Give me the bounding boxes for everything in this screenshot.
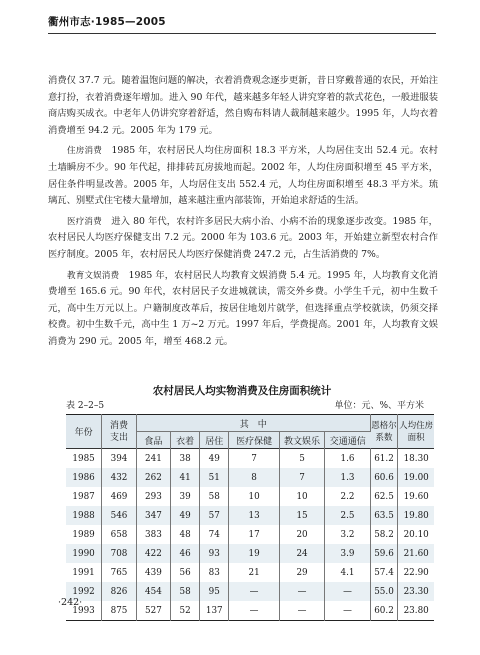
cell-clothing: 38 xyxy=(171,449,200,469)
table-row xyxy=(66,601,434,621)
header-area: 人均住房面积 xyxy=(399,420,434,443)
cell-year: 1985 xyxy=(66,449,102,469)
cell-year: 1991 xyxy=(66,563,102,582)
header-transport: 交通通信 xyxy=(329,436,366,447)
cell-area: 18.30 xyxy=(403,453,429,464)
cell-education: — xyxy=(279,582,324,601)
cell-housing: 93 xyxy=(200,544,229,563)
cell-housing: 57 xyxy=(200,506,229,525)
cell-food: 454 xyxy=(136,582,170,601)
cell-food: 241 xyxy=(136,449,170,469)
cell-spending: 708 xyxy=(102,544,137,563)
header-housing: 居住 xyxy=(200,432,229,449)
cell-engel: 57.4 xyxy=(370,563,398,582)
header-education: 教文娱乐 xyxy=(279,432,324,449)
cell-engel: 61.2 xyxy=(370,449,398,469)
cell-transport: 4.1 xyxy=(325,563,370,582)
cell-education: 29 xyxy=(279,563,324,582)
cell-education: 10 xyxy=(279,487,324,506)
cell-transport: — xyxy=(325,582,370,601)
paragraph-clothing: 消费仅 37.7 元。随着温饱问题的解决，衣着消费观念逐步更新，昔日穿戴普通的农民，开始注意打扮，衣着消费逐年增加。进入 90 年代，越来越多年轻人讲究穿着的款式花色，一般进服装商店购买成衣。中老年人仍讲究穿着舒适，然自购布料请人裁制越来越少。1995 年，人均衣着消费增至 94.2 元。2005 年为 179 元。 xyxy=(48,75,438,136)
cell-transport: 1.6 xyxy=(325,449,370,469)
cell-medical: 19 xyxy=(229,544,280,563)
cell-food: 422 xyxy=(136,544,170,563)
cell-education: 15 xyxy=(279,506,324,525)
cell-medical: 8 xyxy=(229,468,280,487)
paragraph-text: 1985 年，农村居民人均教育文娱消费 5.4 元。1995 年，人均教育文化消费增至 165.6 元。90 年代，农村居民子女进城就读，需交外乡费。小学生千元，初中生数千元，高中生万元以上。户籍制度改革后，按居住地划片就学，但选择重点学校就读，仍须交择校费。初中生数千元，高中生 1 万~2 万元。1997 年后，学费提高。2001 年，人均教育文娱消费为 290 元。2005 年，增至 468.2 元。 xyxy=(48,269,438,347)
header-of-which: 其 中 xyxy=(136,415,370,432)
cell-spending: 469 xyxy=(102,487,137,506)
cell-area: 19.00 xyxy=(403,472,429,483)
cell-transport: 3.9 xyxy=(325,544,370,563)
cell-spending: 658 xyxy=(102,525,137,544)
cell-clothing: 39 xyxy=(171,487,200,506)
cell-housing: 74 xyxy=(200,525,229,544)
table-row xyxy=(66,487,434,506)
header-medical: 医疗保健 xyxy=(229,432,280,449)
cell-clothing: 48 xyxy=(171,525,200,544)
cell-clothing: 49 xyxy=(171,506,200,525)
cell-year: 1987 xyxy=(66,487,102,506)
paragraph-housing xyxy=(48,143,438,209)
header-food: 食品 xyxy=(136,432,170,449)
cell-spending: 546 xyxy=(102,506,137,525)
cell-food: 527 xyxy=(136,601,170,621)
paragraph-lead: 教育文娱消费 xyxy=(67,270,120,281)
cell-year: 1986 xyxy=(66,468,102,487)
cell-area: 22.90 xyxy=(403,567,429,578)
paragraph-lead: 住房消费 xyxy=(67,146,103,157)
cell-housing: 95 xyxy=(200,582,229,601)
cell-housing: 58 xyxy=(200,487,229,506)
cell-education: 7 xyxy=(279,468,324,487)
cell-transport: — xyxy=(325,601,370,621)
cell-engel: 55.0 xyxy=(370,582,398,601)
cell-food: 439 xyxy=(136,563,170,582)
cell-area: 19.80 xyxy=(403,510,429,521)
table-row xyxy=(66,468,434,487)
paragraph-lead: 医疗消费 xyxy=(67,216,102,227)
cell-clothing: 56 xyxy=(171,563,200,582)
paragraph-text: 1985 年，农村居民人均住房面积 18.3 平方米，人均居住支出 52.4 元。农村土墙瞬房不少。90 年代起，排排砖瓦房拔地而起。2002 年，人均住房面积增至 45 平方米，居住条件明显改善。2005 年，人均居住支出 552.4 元，人均住房面积增至 48.3 平方米。琉璃瓦、别墅式住宅楼大量增加，越来越注重内部装饰，开始追求舒适的生活。 xyxy=(48,145,438,207)
cell-spending: 826 xyxy=(102,582,137,601)
cell-year: 1989 xyxy=(66,525,102,544)
cell-transport: 3.2 xyxy=(325,525,370,544)
cell-education: 20 xyxy=(279,525,324,544)
cell-housing: 137 xyxy=(200,601,229,621)
cell-engel: 63.5 xyxy=(370,506,398,525)
header-clothing: 衣着 xyxy=(171,432,200,449)
cell-housing: 51 xyxy=(200,468,229,487)
paragraph-text: 进入 80 年代，农村许多居民大病小治、小病不治的现象逐步改变。1985 年，农村居民人均医疗保健支出 7.2 元。2000 年为 103.6 元。2003 年，开始建立新型农村合作医疗制度。2005 年，农村居民人均医疗保健消费 247.2 元，占生活消费的 7%。 xyxy=(48,215,438,260)
cell-area: 20.10 xyxy=(403,529,429,540)
running-head: 衢州市志·1985—2005 xyxy=(48,16,166,28)
cell-medical: — xyxy=(229,582,280,601)
page-number: ·242· xyxy=(58,597,83,608)
cell-area: 23.80 xyxy=(403,605,429,616)
cell-engel: 60.2 xyxy=(370,601,398,621)
cell-housing: 83 xyxy=(200,563,229,582)
cell-area: 19.60 xyxy=(403,491,429,502)
table-row xyxy=(66,449,434,469)
body-text xyxy=(48,73,438,351)
cell-engel: 60.6 xyxy=(370,468,398,487)
cell-food: 347 xyxy=(136,506,170,525)
table-header xyxy=(66,415,434,449)
cell-clothing: 58 xyxy=(171,582,200,601)
header-spending: 消费支出 xyxy=(102,415,137,449)
cell-engel: 62.5 xyxy=(370,487,398,506)
cell-food: 383 xyxy=(136,525,170,544)
cell-clothing: 52 xyxy=(171,601,200,621)
cell-area: 23.30 xyxy=(403,586,429,597)
cell-year: 1992 xyxy=(66,582,102,601)
table-row xyxy=(66,582,434,601)
table-title: 农村居民人均实物消费及住房面积统计 xyxy=(152,385,332,397)
statistics-table xyxy=(66,414,434,621)
cell-medical: 21 xyxy=(229,563,280,582)
table-row xyxy=(66,563,434,582)
cell-spending: 394 xyxy=(102,449,137,469)
cell-housing: 49 xyxy=(200,449,229,469)
table-row xyxy=(66,506,434,525)
cell-medical: 7 xyxy=(229,449,280,469)
cell-transport: 2.5 xyxy=(325,506,370,525)
cell-education: 5 xyxy=(279,449,324,469)
cell-food: 262 xyxy=(136,468,170,487)
cell-year: 1990 xyxy=(66,544,102,563)
cell-engel: 58.2 xyxy=(370,525,398,544)
cell-transport: 2.2 xyxy=(325,487,370,506)
cell-education: 24 xyxy=(279,544,324,563)
cell-spending: 765 xyxy=(102,563,137,582)
header-engel: 恩格尔系数 xyxy=(370,415,398,449)
cell-spending: 432 xyxy=(102,468,137,487)
cell-year: 1988 xyxy=(66,506,102,525)
cell-medical: 10 xyxy=(229,487,280,506)
cell-area: 21.60 xyxy=(403,548,429,559)
cell-medical: — xyxy=(229,601,280,621)
paragraph-medical xyxy=(48,214,438,264)
cell-spending: 875 xyxy=(102,601,137,621)
table-number: 表 2–2–5 xyxy=(66,401,105,411)
cell-food: 293 xyxy=(136,487,170,506)
paragraph-education xyxy=(48,268,438,351)
cell-year: 1993 xyxy=(66,601,102,621)
cell-clothing: 46 xyxy=(171,544,200,563)
header-year: 年份 xyxy=(66,415,102,449)
cell-transport: 1.3 xyxy=(325,468,370,487)
table-row xyxy=(66,525,434,544)
cell-clothing: 41 xyxy=(171,468,200,487)
cell-engel: 59.6 xyxy=(370,544,398,563)
header-rule xyxy=(48,33,436,34)
table-unit: 单位：元、%、平方米 xyxy=(334,401,424,411)
cell-medical: 17 xyxy=(229,525,280,544)
table-row xyxy=(66,544,434,563)
cell-education: — xyxy=(279,601,324,621)
cell-medical: 13 xyxy=(229,506,280,525)
